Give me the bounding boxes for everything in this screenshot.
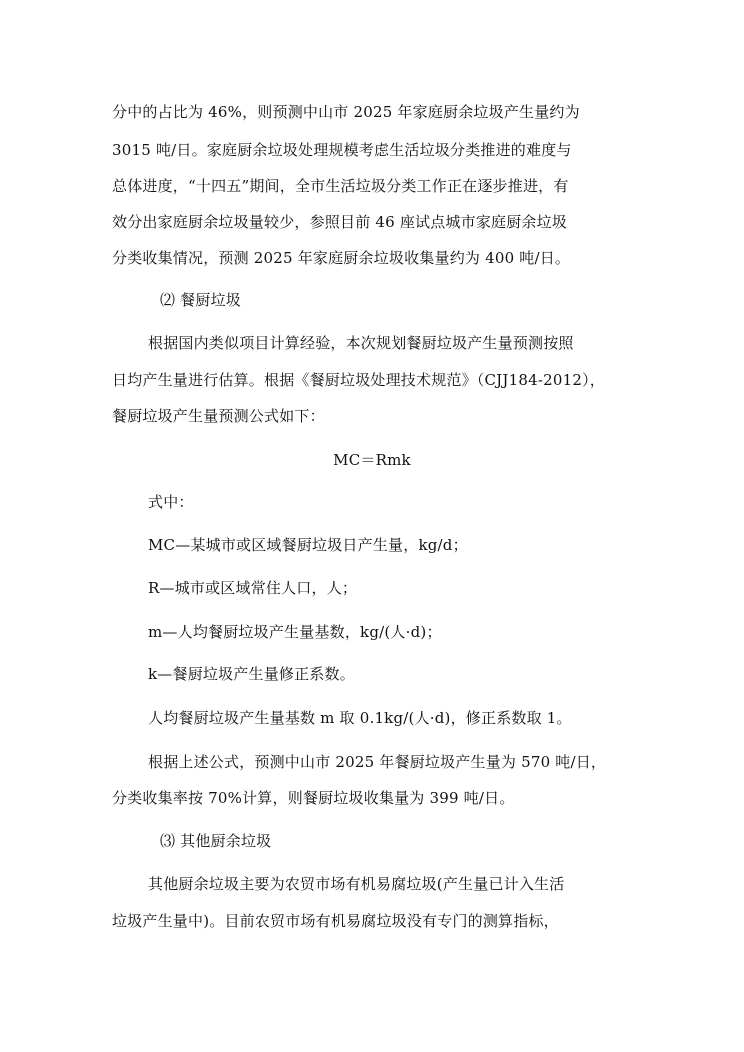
paragraph-line: 总体进度，“十四五”期间，全市生活垃圾分类工作正在逐步推进，有 <box>112 177 569 195</box>
section-heading-other-food-waste: ⑶ 其他厨余垃圾 <box>160 832 272 850</box>
formula-definition: k—餐厨垃圾产生量修正系数。 <box>148 665 355 683</box>
paragraph-line: 人均餐厨垃圾产生量基数 m 取 0.1kg/(人·d)，修正系数取 1。 <box>148 709 572 727</box>
formula-definition: m—人均餐厨垃圾产生量基数，kg/(人·d)； <box>148 623 442 641</box>
paragraph-line: 效分出家庭厨余垃圾量较少，参照目前 46 座试点城市家庭厨余垃圾 <box>112 213 568 231</box>
paragraph-line: 垃圾产生量中)。目前农贸市场有机易腐垃圾没有专门的测算指标， <box>112 912 559 930</box>
formula-definition: MC—某城市或区域餐厨垃圾日产生量，kg/d； <box>148 536 468 554</box>
formula-definition: R—城市或区域常住人口，人； <box>148 579 358 597</box>
formula-where-label: 式中： <box>148 493 194 511</box>
paragraph-line: 日均产生量进行估算。根据《餐厨垃圾处理技术规范》（CJJ184-2012）， <box>112 371 605 389</box>
formula: MC＝Rmk <box>333 451 411 469</box>
paragraph-line: 3015 吨/日。家庭厨余垃圾处理规模考虑生活垃圾分类推进的难度与 <box>112 141 572 159</box>
paragraph-line: 分中的占比为 46%，则预测中山市 2025 年家庭厨余垃圾产生量约为 <box>112 103 580 121</box>
paragraph-line: 根据国内类似项目计算经验，本次规划餐厨垃圾产生量预测按照 <box>148 334 574 352</box>
paragraph-line: 根据上述公式，预测中山市 2025 年餐厨垃圾产生量为 570 吨/日， <box>148 753 607 771</box>
paragraph-line: 餐厨垃圾产生量预测公式如下： <box>112 407 325 425</box>
section-heading-kitchen-waste: ⑵ 餐厨垃圾 <box>160 291 241 309</box>
paragraph-line: 分类收集率按 70%计算，则餐厨垃圾收集量为 399 吨/日。 <box>112 789 515 807</box>
paragraph-line: 其他厨余垃圾主要为农贸市场有机易腐垃圾(产生量已计入生活 <box>148 875 565 893</box>
paragraph-line: 分类收集情况，预测 2025 年家庭厨余垃圾收集量约为 400 吨/日。 <box>112 249 571 267</box>
